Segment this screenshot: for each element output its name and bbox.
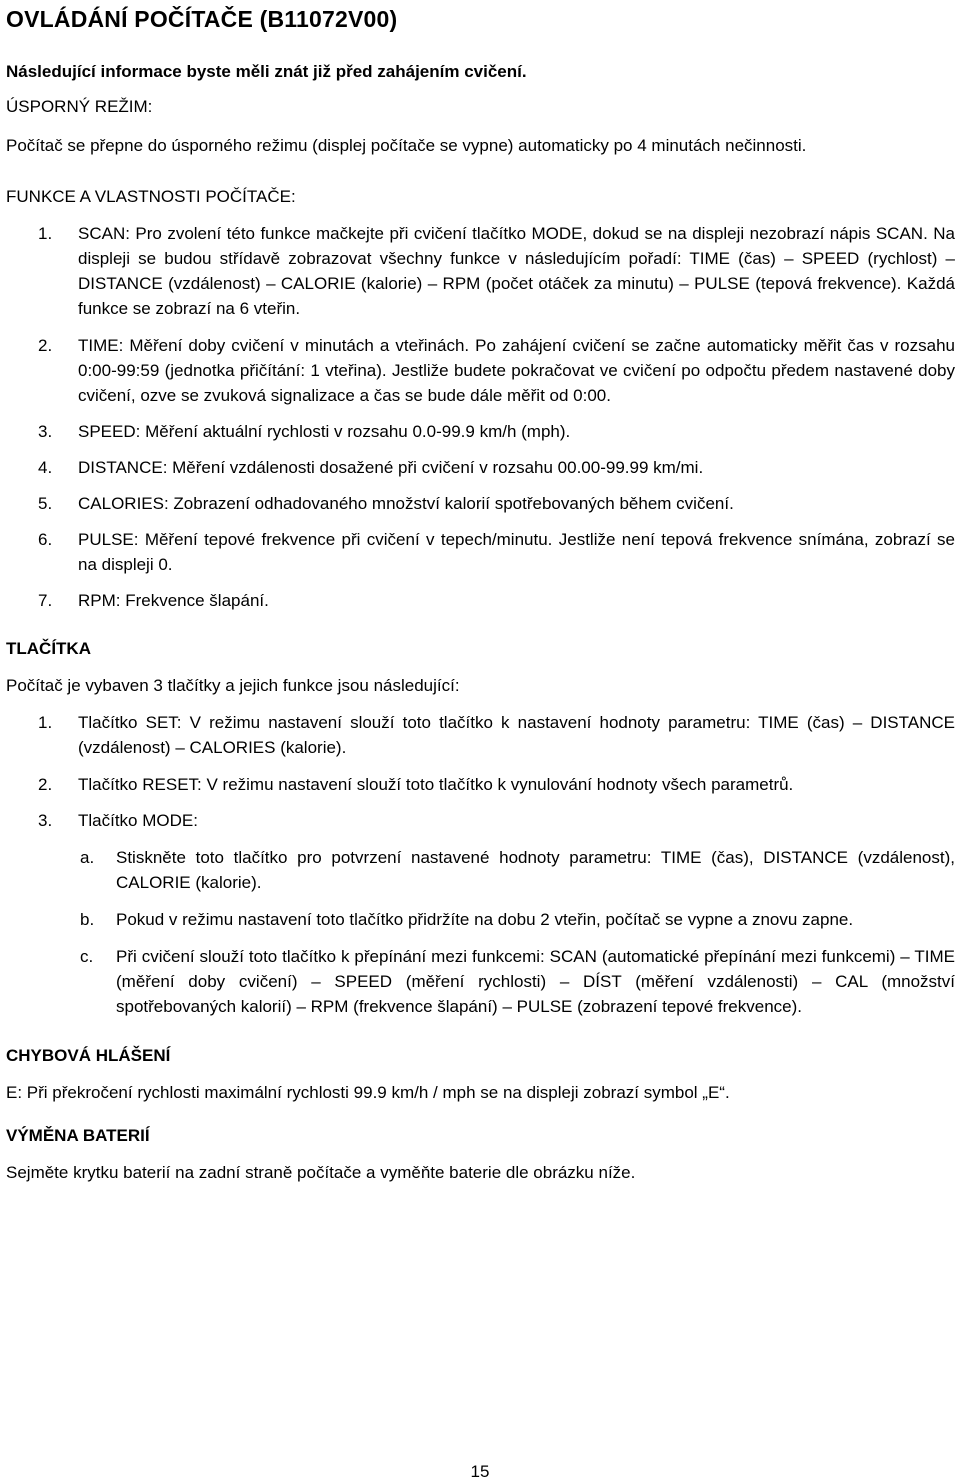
list-item xyxy=(6,221,955,321)
functions-heading: FUNKCE A VLASTNOSTI POČÍTAČE: xyxy=(6,187,296,206)
battery-text: Sejměte krytku baterií na zadní straně počítače a vyměňte baterie dle obrázku níže. xyxy=(6,1163,636,1182)
item-number: 3. xyxy=(38,422,53,441)
list-item xyxy=(6,808,955,833)
list-item xyxy=(6,527,955,577)
item-number: 5. xyxy=(38,494,53,513)
list-item xyxy=(6,588,955,613)
power-save-heading: ÚSPORNÝ REŽIM: xyxy=(6,97,153,116)
buttons-intro: Počítač je vybaven 3 tlačítky a jejich funkce jsou následující: xyxy=(6,676,460,695)
list-item xyxy=(6,944,955,1019)
item-letter: c. xyxy=(80,947,94,966)
page-number: 15 xyxy=(470,1462,490,1481)
item-text: RPM: Frekvence šlapání. xyxy=(78,591,269,610)
list-item xyxy=(6,772,955,797)
item-text: SPEED: Měření aktuální rychlosti v rozsahu 0.0-99.9 km/h (mph). xyxy=(78,422,571,441)
mode-sublist xyxy=(6,845,955,1019)
list-item xyxy=(6,333,955,408)
item-text: Tlačítko RESET: V režimu nastavení slouží toto tlačítko k vynulování hodnoty všech parametrů. xyxy=(78,775,794,794)
power-save-text: Počítač se přepne do úsporného režimu (displej počítače se vypne) automaticky po 4 minutách nečinnosti. xyxy=(6,136,807,155)
item-number: 2. xyxy=(38,775,53,794)
item-text: Tlačítko MODE: xyxy=(78,811,198,830)
errors-text: E: Při překročení rychlosti maximální rychlosti 99.9 km/h / mph se na displeji zobrazí symbol „E“. xyxy=(6,1083,730,1102)
item-text: Tlačítko SET: V režimu nastavení slouží toto tlačítko k nastavení hodnoty parametru: TIME (čas) – DISTANCE (vzdálenost) – CALORIES (kalorie). xyxy=(78,713,955,757)
item-number: 1. xyxy=(38,224,53,243)
item-text: Pokud v režimu nastavení toto tlačítko přidržíte na dobu 2 vteřin, počítač se vypne a znovu zapne. xyxy=(116,910,854,929)
item-text: CALORIES: Zobrazení odhadovaného množství kalorií spotřebovaných během cvičení. xyxy=(78,494,734,513)
item-number: 3. xyxy=(38,811,53,830)
item-number: 6. xyxy=(38,530,53,549)
list-item xyxy=(6,419,955,444)
intro-text: Následující informace byste měli znát již před zahájením cvičení. xyxy=(6,62,527,81)
item-text: Stiskněte toto tlačítko pro potvrzení nastavené hodnoty parametru: TIME (čas), DISTANCE (vzdálenost), CALORIE (kalorie). xyxy=(116,848,955,892)
list-item xyxy=(6,907,955,932)
item-letter: a. xyxy=(80,848,95,867)
errors-heading: CHYBOVÁ HLÁŠENÍ xyxy=(6,1046,171,1065)
item-number: 1. xyxy=(38,713,53,732)
buttons-heading: TLAČÍTKA xyxy=(6,639,91,658)
item-number: 4. xyxy=(38,458,53,477)
functions-list xyxy=(6,221,955,613)
item-number: 7. xyxy=(38,591,53,610)
item-text: PULSE: Měření tepové frekvence při cvičení v tepech/minutu. Jestliže není tepová frekvence snímána, zobrazí se na displeji 0. xyxy=(78,530,955,574)
list-item xyxy=(6,455,955,480)
item-text: Při cvičení slouží toto tlačítko k přepínání mezi funkcemi: SCAN (automatické přepínání mezi funkcemi) – TIME (měření doby cvičení) – SPEED (měření rychlosti) – DÍST (měření vzdálenosti) – CAL (množství spotřebovaných kalorií) – RPM (frekvence šlapání) – PULSE (zobrazení tepové frekvence). xyxy=(116,947,955,1016)
document-page xyxy=(6,0,955,1185)
list-item xyxy=(6,710,955,760)
list-item xyxy=(6,491,955,516)
item-text: DISTANCE: Měření vzdálenosti dosažené při cvičení v rozsahu 00.00-99.99 km/mi. xyxy=(78,458,704,477)
item-number: 2. xyxy=(38,336,53,355)
buttons-list xyxy=(6,710,955,833)
item-text: TIME: Měření doby cvičení v minutách a vteřinách. Po zahájení cvičení se začne automaticky měřit čas v rozsahu 0:00-99:59 (jednotka přičítání: 1 vteřina). Jestliže budete pokračovat ve cvičení po odpočtu předem nastavené doby cvičení, ozve se zvuková signalizace a čas se bude dále měřit od 0:00. xyxy=(78,336,955,405)
battery-heading: VÝMĚNA BATERIÍ xyxy=(6,1126,150,1145)
list-item xyxy=(6,845,955,895)
page-title: OVLÁDÁNÍ POČÍTAČE (B11072V00) xyxy=(6,6,398,32)
item-letter: b. xyxy=(80,910,95,929)
item-text: SCAN: Pro zvolení této funkce mačkejte při cvičení tlačítko MODE, dokud se na displeji nezobrazí nápis SCAN. Na displeji se budou střídavě zobrazovat všechny funkce v následujícím pořadí: TIME (čas) – SPEED (rychlost) – DISTANCE (vzdálenost) – CALORIE (kalorie) – RPM (počet otáček za minutu) – PULSE (tepová frekvence). Každá funkce se zobrazí na 6 vteřin. xyxy=(78,224,955,318)
